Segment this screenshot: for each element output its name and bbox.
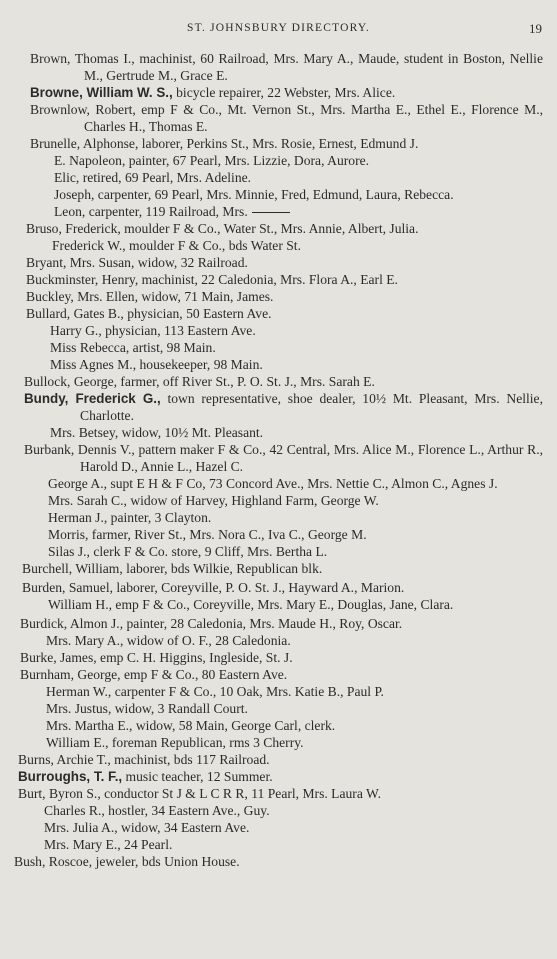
directory-entry [0, 579, 557, 596]
directory-entry [0, 101, 557, 135]
directory-entry [0, 203, 557, 220]
entry-details: Miss Agnes M., housekeeper, 98 Main. [50, 357, 263, 372]
entry-name: Buckminster, Henry [26, 272, 135, 287]
entry-details: E. Napoleon, painter, 67 Pearl, Mrs. Lizzie, Dora, Aurore. [54, 153, 370, 168]
entry-details: Mrs. Mary E., 24 Pearl. [44, 837, 173, 852]
entry-details: music teacher, 12 Summer. [122, 769, 273, 784]
entry-name: Buckley, Mrs. Ellen [26, 289, 135, 304]
directory-entry [0, 526, 557, 543]
entry-name: Browne, William W. S., [30, 85, 173, 100]
entry-details: , emp F & Co., Mt. Vernon St., Mrs. Martha E., Ethel E., Florence M., Charles H., Thomas E. [84, 102, 543, 134]
directory-entry [0, 853, 557, 870]
entry-details: Mrs. Julia A., widow, 34 Eastern Ave. [44, 820, 250, 835]
entry-details: Elic, retired, 69 Pearl, Mrs. Adeline. [54, 170, 252, 185]
entry-name: Brownlow, Robert [30, 102, 133, 117]
directory-entry [0, 492, 557, 509]
directory-entry [0, 186, 557, 203]
entry-details: Mrs. Sarah C., widow of Harvey, Highland Farm, George W. [48, 493, 379, 508]
entry-name: Bullock, George [24, 374, 114, 389]
entry-details: , pattern maker F & Co., 42 Central, Mrs. Alice M., Florence L., Arthur R., Harold D., Annie L., Hazel C. [80, 442, 543, 474]
entry-details: , emp C. H. Higgins, Ingleside, St. J. [93, 650, 293, 665]
entry-details: Frederick W., moulder F & Co., bds Water St. [52, 238, 301, 253]
directory-entry [0, 700, 557, 717]
directory-entry [0, 683, 557, 700]
directory-entry [0, 509, 557, 526]
entry-details: Silas J., clerk F & Co. store, 9 Cliff, Mrs. Bertha L. [48, 544, 328, 559]
entry-name: Bullard, Gates B. [26, 306, 121, 321]
entry-name: Brown, Thomas I. [30, 51, 132, 66]
entry-details: bicycle repairer, 22 Webster, Mrs. Alice. [172, 85, 396, 100]
page-header [0, 22, 557, 38]
directory-entry [0, 356, 557, 373]
directory-entry [0, 169, 557, 186]
entry-details: , moulder F & Co., Water St., Mrs. Annie, Albert, Julia. [117, 221, 419, 236]
entry-details: , emp F & Co., 80 Eastern Ave. [117, 667, 288, 682]
directory-entry [30, 50, 557, 84]
entry-details: Herman J., painter, 3 Clayton. [48, 510, 212, 525]
directory-entry [0, 254, 557, 271]
directory-entry [0, 649, 557, 666]
directory-entry [0, 543, 557, 560]
directory-entry [0, 373, 557, 390]
entry-details: town representative, shoe dealer, 10½ Mt. Pleasant, Mrs. Nellie, Charlotte. [80, 391, 543, 423]
directory-entry [0, 288, 557, 305]
directory-entry [0, 220, 557, 237]
directory-entry [0, 441, 557, 475]
entry-name: Bundy, Frederick G., [24, 391, 161, 406]
entry-details: William H., emp F & Co., Coreyville, Mrs. Mary E., Douglas, Jane, Clara. [48, 597, 454, 612]
entry-details: , widow, 32 Railroad. [130, 255, 248, 270]
directory-entry [0, 135, 557, 152]
directory-entry [0, 322, 557, 339]
directory-entry [0, 768, 557, 785]
directory-entry [0, 560, 557, 577]
directory-entry [0, 390, 557, 424]
directory-entry [0, 819, 557, 836]
entry-details: Mrs. Martha E., widow, 58 Main, George Carl, clerk. [46, 718, 336, 733]
entry-details: George A., supt E H & F Co, 73 Concord Ave., Mrs. Nettie C., Almon C., Agnes J. [48, 476, 498, 491]
page-number: 19 [529, 21, 542, 36]
directory-entry [0, 152, 557, 169]
entry-name: Burns, Archie T. [18, 752, 108, 767]
entry-details: Herman W., carpenter F & Co., 10 Oak, Mrs. Katie B., Paul P. [46, 684, 384, 699]
entry-details: Mrs. Betsey, widow, 10½ Mt. Pleasant. [50, 425, 264, 440]
entry-details: , laborer, bds Wilkie, Republican blk. [119, 561, 323, 576]
directory-entry [0, 475, 557, 492]
entry-name: Burnham, George [20, 667, 118, 682]
entry-details: , farmer, off River St., P. O. St. J., Mrs. Sarah E. [113, 374, 375, 389]
entry-name: Burden, Samuel [22, 580, 110, 595]
entry-details: , widow, 71 Main, James. [134, 289, 274, 304]
directory-entry [0, 632, 557, 649]
entry-name: Brunelle, Alphonse [30, 136, 135, 151]
entry-details: Harry G., physician, 113 Eastern Ave. [50, 323, 256, 338]
entry-details: Leon, carpenter, 119 Railroad, Mrs. [54, 204, 248, 219]
entry-details: Joseph, carpenter, 69 Pearl, Mrs. Minnie, Fred, Edmund, Laura, Rebecca. [54, 187, 454, 202]
entry-details: William E., foreman Republican, rms 3 Cherry. [46, 735, 304, 750]
directory-entry [0, 836, 557, 853]
entry-details: Charles R., hostler, 34 Eastern Ave., Guy. [44, 803, 270, 818]
directory-entry [0, 271, 557, 288]
entry-name: Bruso, Frederick [26, 221, 118, 236]
entry-details: , machinist, 60 Railroad, Mrs. Mary A., Maude, student in Boston, Nellie M., Gertrude M., Grace E. [84, 51, 543, 83]
entry-name: Burbank, Dennis V. [24, 442, 132, 457]
entry-details: Morris, farmer, River St., Mrs. Nora C., Iva C., George M. [48, 527, 367, 542]
directory-entry [0, 596, 557, 613]
directory-entry [0, 785, 557, 802]
entry-details: , machinist, bds 117 Railroad. [107, 752, 270, 767]
entry-name: Burchell, William [22, 561, 120, 576]
directory-entries [0, 50, 557, 870]
entry-name: Bush, Roscoe [14, 854, 89, 869]
directory-entry [0, 666, 557, 683]
directory-entry [0, 802, 557, 819]
directory-entry [0, 84, 557, 101]
entry-details: Miss Rebecca, artist, 98 Main. [50, 340, 216, 355]
directory-entry [0, 424, 557, 441]
directory-entry [0, 734, 557, 751]
directory-entry [0, 717, 557, 734]
entry-name: Burke, James [20, 650, 94, 665]
entry-details: , physician, 50 Eastern Ave. [120, 306, 272, 321]
directory-entry [0, 339, 557, 356]
entry-details: , laborer, Coreyville, P. O. St. J., Hayward A., Marion. [109, 580, 405, 595]
entry-details: , jeweler, bds Union House. [88, 854, 240, 869]
entry-details: , conductor St J & L C R R, 11 Pearl, Mrs. Laura W. [97, 786, 381, 801]
entry-name: Burroughs, T. F., [18, 769, 123, 784]
entry-name: Bryant, Mrs. Susan [26, 255, 131, 270]
directory-entry [0, 237, 557, 254]
running-title: ST. JOHNSBURY DIRECTORY. [186, 22, 371, 34]
entry-details: Mrs. Mary A., widow of O. F., 28 Caledonia. [46, 633, 291, 648]
directory-entry [0, 751, 557, 768]
entry-details: , painter, 28 Caledonia, Mrs. Maude H., Roy, Oscar. [119, 616, 403, 631]
directory-entry [0, 615, 557, 632]
directory-entry [0, 305, 557, 322]
blank-dash [252, 212, 290, 213]
entry-details: , machinist, 22 Caledonia, Mrs. Flora A., Earl E. [134, 272, 398, 287]
entry-details: Mrs. Justus, widow, 3 Randall Court. [46, 701, 248, 716]
entry-name: Burt, Byron S. [18, 786, 98, 801]
entry-details: , laborer, Perkins St., Mrs. Rosie, Ernest, Edmund J. [134, 136, 419, 151]
entry-name: Burdick, Almon J. [20, 616, 120, 631]
